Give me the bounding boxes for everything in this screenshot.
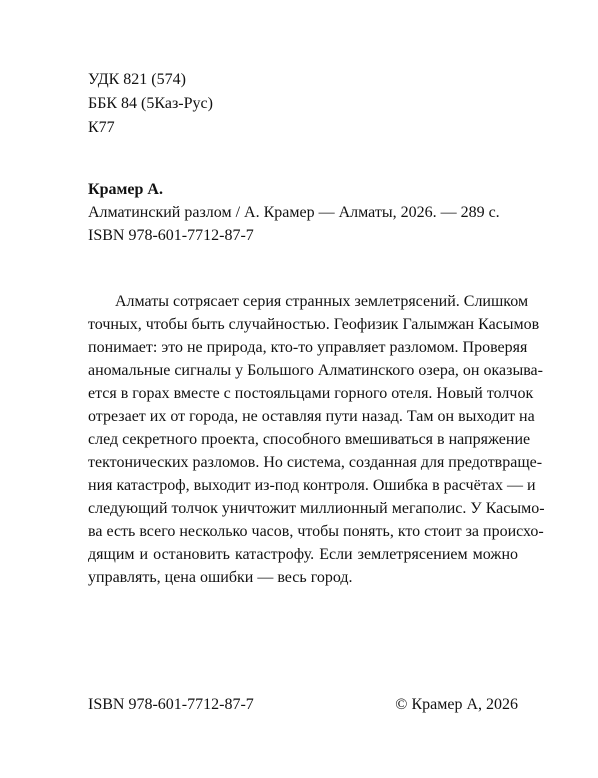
annotation-line: ется в горах вместе с постояльцами горного отеля. Новый толчок <box>88 385 534 402</box>
annotation-line: точных, чтобы быть случайностью. Геофизик Галымжан Касымов <box>88 316 540 333</box>
annotation-line: тектонических разломов. Но система, созданная для предотвраще- <box>88 454 543 471</box>
bibliographic-record <box>88 178 500 247</box>
annotation-text <box>88 290 545 589</box>
annotation-line: отрезает их от города, не оставляя пути назад. Там он выходит на <box>88 408 535 425</box>
isbn-line: ISBN 978-601-7712-87-7 <box>88 227 254 244</box>
classification-block <box>88 68 213 140</box>
udk-code: УДК 821 (574) <box>88 71 186 88</box>
bbk-code: ББК 84 (5Каз-Рус) <box>88 95 213 112</box>
annotation-line: ния катастроф, выходит из-под контроля. Ошибка в расчётах — и <box>88 477 536 494</box>
annotation-line: понимает: это не природа, кто-то управляет разломом. Проверяя <box>88 339 528 356</box>
author-name: Крамер А. <box>88 181 163 198</box>
annotation-line: ва есть всего несколько часов, чтобы понять, кто стоит за происхо- <box>88 523 544 540</box>
annotation-line: след секретного проекта, способного вмешиваться в напряжение <box>88 431 531 448</box>
footer-isbn: ISBN 978-601-7712-87-7 <box>88 696 254 713</box>
annotation-line: следующий толчок уничтожит миллионный мегаполис. У Касымо- <box>88 500 545 517</box>
annotation-line: дящим и остановить катастрофу. Если землетрясением можно <box>88 546 518 563</box>
title-description: Алматинский разлом / А. Крамер — Алматы, 2026. — 289 с. <box>88 204 500 221</box>
copyright-notice: © Крамер А, 2026 <box>395 696 518 713</box>
author-mark: К77 <box>88 119 115 136</box>
annotation-line: Алматы сотрясает серия странных землетрясений. Слишком <box>115 293 529 310</box>
annotation-line: управлять, цена ошибки — весь город. <box>88 569 353 586</box>
annotation-line: аномальные сигналы у Большого Алматинского озера, он оказыва- <box>88 362 543 379</box>
